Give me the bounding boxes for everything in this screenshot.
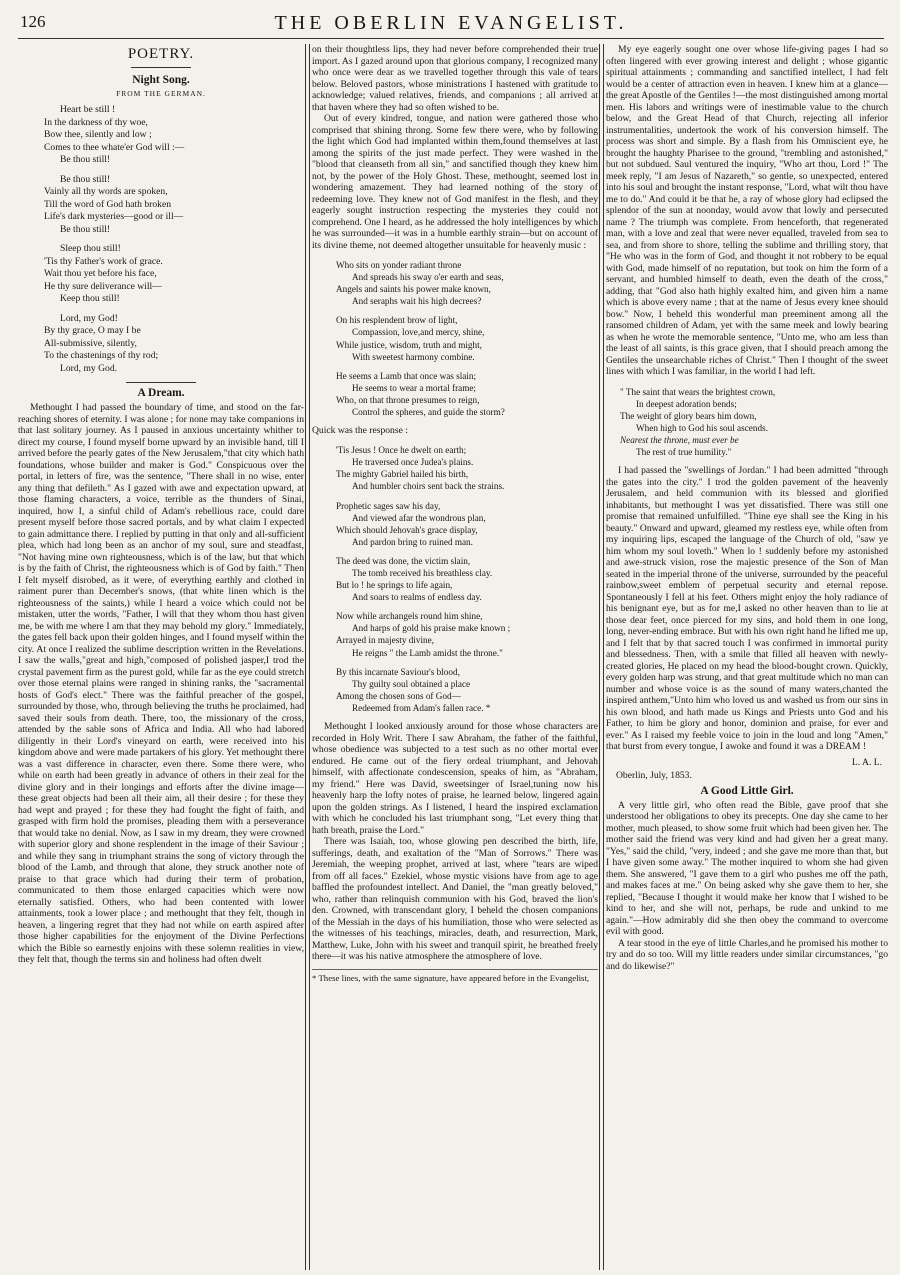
column-rule — [305, 44, 310, 1270]
hymn-line: While justice, wisdom, truth and might, — [336, 339, 482, 350]
poem-source: FROM THE GERMAN. — [116, 89, 206, 98]
hymn-stanza — [336, 314, 598, 362]
hymn-stanza — [336, 666, 598, 714]
hymn-line: But lo ! he springs to life again, — [336, 580, 453, 591]
poem-line: Be thou still! — [60, 154, 111, 165]
hymn-line: Thy guilty soul obtained a place — [352, 678, 471, 689]
article-paragraph: I had passed the "swellings of Jordan." I had been admitted "through the gates into the city." I trod the golden pavement of the heavenly Jerusalem, and held communion with its blessed and glorified inhabitants, but methought I was yet dissatisfied. There was still one promise that remained unfulfilled. "Thine eye shall see the King in his beauty." Onward and upward, gleamed my restless eye, while often from my inquiring lips, escaped the language of the Church of old, "saw ye him whom my soul loveth." When lo ! suddenly before my astonished and awe-struck vision, rose the majestic presence of the Son of Man seated in the imperial throne of the universe, surrounded by the peaceful rainbow,sweet emblem of perpetual security and eternal repose. Spontaneously I fell at his feet. Others might enjoy the holy radiance of his benignant eye, but as for me,I asked no other heaven than to lie at those dear feet, once pierced for my sins, and hold them in one long, long, never-ending embrace. But with his own right hand he lifted me up, and I felt that by that sacred touch I was confirmed in immortal purity and blessedness. Then, with a smile that filled all heaven with newly-created glories, He placed on my head the blood-bought crown. Quickly, every golden harp was strung, and that great multitude which no man can number and whose voice is as the sound of many waters,chanted the inspired anthem,"Unto him who loved us and washed us from our sins in his own blood, and hath made us Kings and Priests unto God and his Father, to him be glory and honor, dominion and praise, for ever and ever." As I raised my feeble voice to join in the loud and long "Amen," that burst from every tongue, I awoke and found it was a DREAM ! — [606, 465, 888, 753]
hymn-line: And pardon bring to ruined man. — [352, 536, 473, 547]
hymn-line: The tomb received his breathless clay. — [352, 567, 493, 578]
hymn-line: Now while archangels round him shine, — [336, 611, 483, 622]
hymn-line: Who, on that throne presumes to reign, — [336, 394, 480, 405]
poem-line: In the darkness of thy woe, — [44, 116, 148, 128]
poem-body — [18, 104, 304, 375]
verse-line: In deepest adoration bends; — [636, 398, 737, 409]
verse-line: When high to God his soul ascends. — [636, 422, 768, 433]
verse-line: The weight of glory bears him down, — [620, 410, 757, 421]
article-paragraph: There was Isaiah, too, whose glowing pen described the birth, life, sufferings, death, and exaltation of the "Man of Sorrows." There was Jeremiah, the weeping prophet, arrived at last, where "tears are wiped from off all faces." Ezekiel, whose mystic visions have from age to age baffled the profoundest intellect. And Daniel, the "man greatly beloved," who, rather than relinquish communion with his God, braved the lion's den. Crowned, with transcendant glory, I beheld the chosen companions of the Messiah in the days of his humiliation, those who were selected as the witnesses of his teachings, miracles, death, and resurrection, Mark, Matthew, Luke, John with his sweet and tranquil spirit, he breathed freely there—it was his native atmosphere the atmosphere of love. — [312, 836, 598, 962]
article-paragraph: Out of every kindred, tongue, and nation were gathered those who comprised that shining throng. Some few there were, who by following the light which God had implanted within them,found themselves at last among the spirits of the just made perfect. They were washed in the "blood that cleanseth from all sin," and sanctified though they knew him not, by the power of the Holy Ghost. These, methought, seemed lost in wondering amazement. They had learned nothing of the story of redeeming love. They knew not of God manifest in the flesh, and they eagerly sought instruction respecting the mysteries they could not comprehend. One I heard, as he addressed the holy intelligences by which he was surrounded—it was in a humble earthly strain—but on account of its divine theme, not deemed altogether unsuitable for heavenly music : — [312, 113, 598, 251]
article-paragraph: A very little girl, who often read the Bible, gave proof that she understood her obligations to obey its precepts. One day she came to her mother, much pleased, to show some fruit which had been given her. The mother said the friend was very kind and had given her a great many. "Yes," said the child, "very, indeed ; and she gave me more than that, but I have given some away." The mother inquired to whom she had given them. She answered, "I gave them to a girl who pushes me off the path, and makes faces at me." On being asked why she gave them to her, she replied, "Because I thought it would make her know that I wished to be kind to her, and she will not, perhaps, be rude and unkind to me again."—How admirably did she then obey the command to overcome evil with good. — [606, 799, 888, 938]
hymn-stanza — [336, 500, 598, 548]
hymn-line: Prophetic sages saw his day, — [336, 500, 441, 511]
hymn-line: And harps of gold his praise make known ; — [352, 623, 511, 634]
hymn-line: And viewed afar the wondrous plan, — [352, 512, 486, 523]
hymn-line: He traversed once Judea's plains. — [352, 457, 474, 468]
poem-line: Be thou still! — [60, 173, 111, 185]
hymn-line: And soars to realms of endless day. — [352, 592, 482, 603]
hymn-stanza — [336, 555, 598, 603]
poem-line: 'Tis thy Father's work of grace. — [44, 255, 163, 267]
poem-line: Lord, my God. — [60, 362, 118, 374]
verse-line: " The saint that wears the brightest crown, — [620, 386, 776, 397]
hymn-line: Control the spheres, and guide the storm? — [352, 407, 505, 418]
hymn-line: Redeemed from Adam's fallen race. * — [352, 702, 491, 713]
hymn-line: Arrayed in majesty divine, — [336, 635, 434, 646]
verse-line: The rest of true humility." — [636, 446, 732, 457]
verse-stanza — [620, 386, 888, 459]
poem-line: Bow thee, silently and low ; — [44, 129, 152, 140]
poem-line: Vainly all thy words are spoken, — [44, 186, 168, 197]
poem-line: Heart be still ! — [60, 104, 116, 115]
hymn — [336, 259, 598, 418]
article-title: A Good Little Girl. — [700, 784, 794, 797]
poem-line: To the chastenings of thy rod; — [44, 350, 159, 361]
poem-line: Sleep thou still! — [60, 243, 121, 254]
section-title: POETRY. — [127, 46, 195, 62]
poem-stanza — [44, 104, 304, 167]
hymn-line: The deed was done, the victim slain, — [336, 555, 471, 566]
hymn-line: He reigns " the Lamb amidst the throne." — [352, 647, 503, 658]
footnote: * These lines, with the same signature, have appeared before in the Evangelist, — [312, 969, 598, 984]
verse-line: Nearest the throne, must ever be — [620, 434, 739, 445]
poem-line: Keep thou still! — [60, 293, 120, 304]
article-paragraph: on their thoughtless lips, they had never before comprehended their true import. As I gazed around upon that glorious company, I recognized many who once were dear as we travelled together through this vale of tears below. Beloved pastors, whose ministrations I hastened with gratitude to acknowledge; valued relatives, friends, and companions ; all arrived at that haven where they had so often wished to be. — [312, 44, 598, 113]
divider — [126, 382, 196, 383]
article-paragraph: Methought I looked anxiously around for those whose characters are recorded in Holy Writ. There I saw Abraham, the father of the faithful, whose obedience was subjected to a test such as no other mortal ever endured. He came out of the fiery ordeal triumphant, and Jehovah himself, with affectionate condescension, speaks of him, as "Abraham, my friend." Here was David, sweetsinger of Israel,tuning now his heavenly harp the lofty notes of praise, he learned below, lingered again upon the golden strings. As I listened, I heard the inspired exclamation with which he concluded his last triumphant song, "Let every thing that hath breath, praise the Lord." — [312, 721, 598, 836]
column-left — [18, 44, 304, 1272]
column-middle — [312, 44, 598, 1272]
column-right — [606, 44, 888, 1272]
hymn-line: He seems to wear a mortal frame; — [352, 382, 476, 393]
hymn-line: Who sits on yonder radiant throne — [336, 260, 462, 270]
hymn-line: On his resplendent brow of light, — [336, 315, 458, 326]
hymn-stanza — [336, 610, 598, 658]
poem-stanza — [44, 174, 304, 237]
poem-line: By thy grace, O may I be — [44, 325, 141, 336]
hymn — [336, 444, 598, 714]
page-header — [18, 10, 884, 39]
article-title: A Dream. — [137, 387, 185, 399]
column-rule — [599, 44, 604, 1270]
hymn-line: Compassion, love,and mercy, shine, — [352, 327, 485, 338]
hymn-line: Angels and saints his power make known, — [336, 284, 491, 295]
poem-line: All-submissive, silently, — [44, 337, 137, 349]
section-rule — [131, 67, 191, 68]
hymn-stanza — [336, 370, 598, 418]
hymn-line: 'Tis Jesus ! Once he dwelt on earth; — [336, 445, 467, 456]
article-paragraph: A tear stood in the eye of little Charles,and he promised his mother to try and do so too. Will my little readers under similar circumstances, "go and do likewise?" — [606, 937, 888, 972]
poem-stanza — [44, 243, 304, 306]
poem-line: Be thou still! — [60, 223, 111, 235]
hymn-stanza — [336, 444, 598, 492]
hymn-line: And humbler choirs sent back the strains. — [352, 481, 505, 492]
hymn-line: Which should Jehovah's grace display, — [336, 524, 478, 535]
hymn-line: And spreads his sway o'er earth and seas, — [352, 272, 504, 283]
hymn-line: The mighty Gabriel hailed his birth, — [336, 469, 469, 480]
poem-line: Wait thou yet before his face, — [44, 268, 157, 279]
hymn-line: With sweetest harmony combine. — [352, 351, 475, 362]
poem-line: Till the word of God hath broken — [44, 198, 172, 210]
poem-line: Life's dark mysteries—good or ill— — [44, 211, 184, 222]
page-number: 126 — [20, 12, 46, 31]
poem-title: Night Song. — [132, 74, 190, 86]
quoted-verse — [620, 386, 888, 459]
poem-stanza — [44, 313, 304, 376]
signature: L. A. L. — [851, 756, 882, 768]
hymn-line: And seraphs wait his high decrees? — [352, 296, 482, 307]
poem-line: He thy sure deliverance will— — [44, 280, 162, 292]
poem-line: Lord, my God! — [60, 312, 118, 324]
hymn-stanza — [336, 259, 598, 307]
dateline: Oberlin, July, 1853. — [616, 769, 692, 781]
article-paragraph: My eye eagerly sought one over whose life-giving pages I had so often lingered with ever growing interest and delight ; whose gigantic spiritual attainments ; commanding and sanctified intellect, I had felt would be a center of attraction even in heaven. I knew him at a glance—the great Apostle of the Gentiles !—the most distinguished among mortal men. His labors and writings were of inestimable value to the church below, and the Great Head of that Church, rejecting all inferior instrumentalities, undertook the work of his conversion himself. The process was short and simple. By a flash from his Omniscient eye, he brought the haughty Pharisee to the ground, "trembling and astonished," but not subdued. Saul ventured the inquiry, "Who art thou, Lord !" The meek reply, "I am Jesus of Nazareth," so gentle, so unexpected, entered into his soul and brought the instant response, "Lord, what wilt thou have me to do." And could it be that he, a ray of whose glory had eclipsed the splendor of the sun at noonday, would avow that lowly and persecuted name ? The triumph was complete. From henceforth, that regenerated man, with a love and zeal that were never equalled, traveled from sea to sea, and from shore to shore, telling the sublime and thrilling story, that "He who was in the form of God, and thought it not robbery to be equal with God, made himself of no reputation, but took on him the form of a servant, and humbled himself to death, even the death of the cross," adding, that "God also hath highly exalted him, and given him a name which is above every name ; that at the name of Jesus every knee should bow." Now, I beheld this wonderful man preeminent among all the ransomed children of Adam, yet with the same meek and lowly bearing as when he wrote the memorable sentence, "Unto me, who am less than the least of all saints, is this grace given, that I should preach among the Gentiles the unsearchable riches of Christ." Then I thought of the sweet lines with which I was familiar, in the world I had left. — [606, 44, 888, 377]
hymn-line: He seems a Lamb that once was slain; — [336, 370, 477, 381]
hymn-line: By this incarnate Saviour's blood, — [336, 666, 460, 677]
hymn-line: Among the chosen sons of God— — [336, 690, 461, 701]
masthead: THE OBERLIN EVANGELIST. — [274, 12, 628, 34]
article-paragraph: Methought I had passed the boundary of time, and stood on the far-reaching shores of eternity. I was alone ; for none may take companions in that last solitary journey. As I paused in anxious uncertainty whither to direct my course, I found myself borne upward by an invisible hand, till I arrived before the pearly gates of the New Jerusalem,"that city which hath foundations, whose builder and maker is God." Conspicuous over the portal, in letters of fire, was the sentence, "There shall in no wise, enter any thing that defileth." As I gazed with awe and expectation upward, at those flaming characters, a voice, terrible as the thunders of Sinai, inquired, how I, a sinful child of Adam's rebellious race, could dare present myself before those sacred portals, and by what claim I expected to gain admittance there. I replied by putting in that only and all-sufficient plea, which had long been as an anchor of my soul, sure and steadfast, "Not having mine own righteousness, which is of the law, but that which is by the faith of Christ, the righteousness which is of God by faith." Then I felt myself disrobed, as it were, of everything earthly and clothed in raiment purer than December's snows, (that white linen which is the righteousness of the saints,) while I heard a voice which could not be mistaken, utter the words, "Father, I will that they whom thou hast given me, be with me where I am that they may behold my glory." Immediately, the gates fell back upon their golden hinges, and I found myself within the city. At once I realized the sublime description written in the Revelations. I saw the walls,"great and high,"composed of polished jasper,I trod the crystal pavement firm as the purest gold, while far as the eye could stretch over those eternal plains were ranged in shining ranks, the "sacramental hosts of God's elect." There was the faithful preacher of the gospel, surrounded by those, who, through believing the truths he proclaimed, had saved their souls from death. There, too, the missionary of the cross, attended by the sable sons of Africa and India. All who had labored diligently in their Lord's vineyard on earth, were received into his kingdom above and were made partakers of his glory. Yet methought there was a vast difference in character, even there. Some there were, who while on earth had been greatly in advance of others in their zeal for the divine glory and in their longings and efforts after the divine image—these great objects had been all their aim, all their desire ; for these they had wept and prayed ; for these they had fought the fight of faith, and grasped with firm hold the promises, pleading them with a perseverance that would take no denial. Now, as I saw in my dream, they were crowned with superior glory and shone resplendent in the image of their Saviour ; and while they sang in triumphant strains the song of victory through the blood of the Lamb, and through that alone, they struck another note of praise to that grace which had during their term of probation, communicated to them those enlarged capacities which were now eternally satisfied. Others, who had been contented with lower attainments, took a lower place ; and methought that they felt, though in heaven, a lingering regret that they had not while on earth aspired after those higher capabilities for the enjoyment of the Divine Perfections which the Bible so earnestly enjoins with these solemn realities in view, they felt that, though the terms sin and holiness had often dwelt — [18, 402, 304, 965]
poem-line: Comes to thee whate'er God will :— — [44, 141, 185, 153]
response-line: Quick was the response : — [312, 425, 408, 437]
